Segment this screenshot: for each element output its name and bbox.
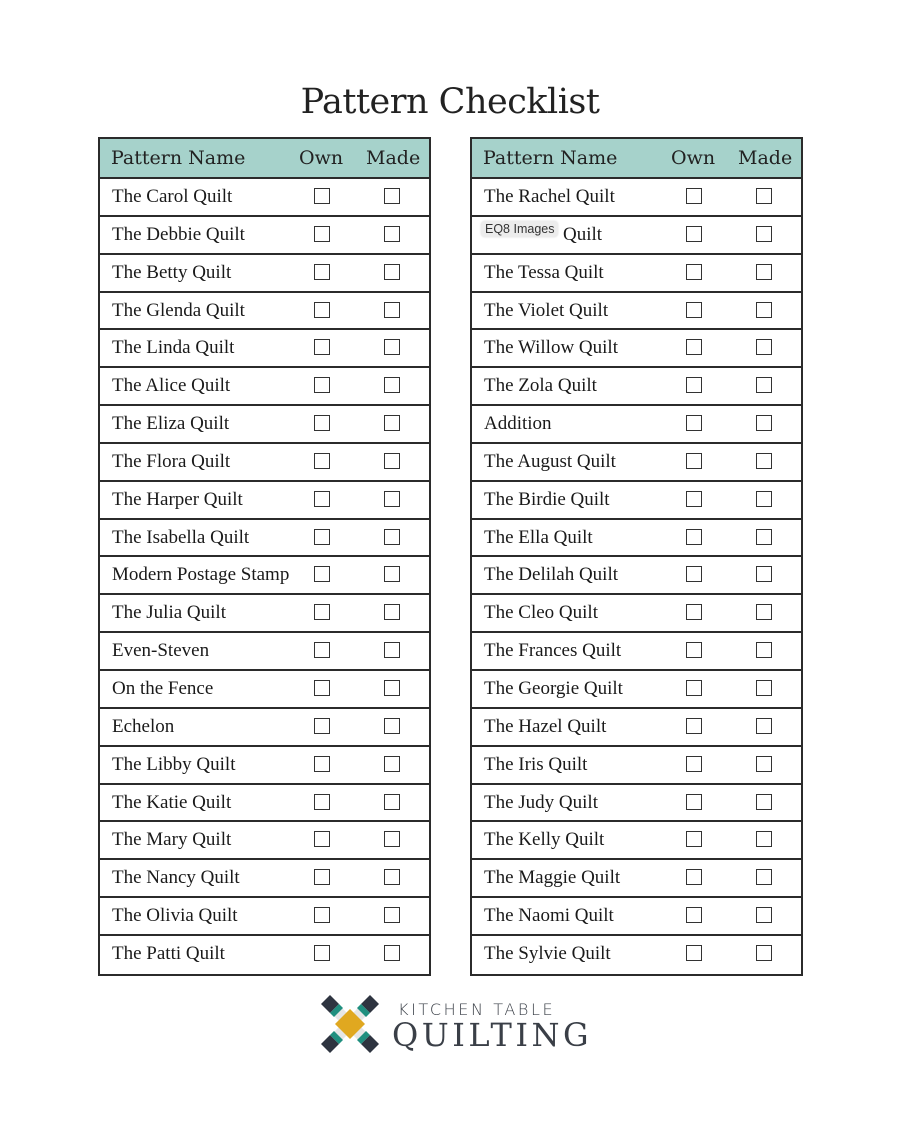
column-header-made: Made [366, 147, 421, 169]
table-row [100, 255, 429, 293]
made-checkbox[interactable] [384, 604, 400, 620]
own-checkbox[interactable] [314, 339, 330, 355]
made-checkbox[interactable] [384, 377, 400, 393]
made-checkbox[interactable] [384, 226, 400, 242]
own-checkbox[interactable] [314, 453, 330, 469]
pattern-name: The Birdie Quilt [484, 488, 610, 510]
own-checkbox[interactable] [314, 642, 330, 658]
table-row [472, 936, 801, 974]
pattern-name: The Flora Quilt [112, 450, 231, 472]
made-checkbox[interactable] [384, 794, 400, 810]
table-row [472, 822, 801, 860]
pattern-name: The Judy Quilt [484, 791, 598, 813]
pattern-name: The Betty Quilt [112, 261, 232, 283]
table-row [472, 671, 801, 709]
table-header [472, 139, 801, 179]
own-checkbox[interactable] [686, 226, 702, 242]
own-checkbox[interactable] [686, 566, 702, 582]
table-row [100, 330, 429, 368]
own-checkbox[interactable] [314, 945, 330, 961]
own-checkbox[interactable] [314, 529, 330, 545]
table-row [472, 785, 801, 823]
pattern-name: The Tessa Quilt [484, 261, 604, 283]
pattern-name: Addition [484, 413, 552, 435]
table-row [100, 595, 429, 633]
pattern-name: The Maggie Quilt [484, 867, 621, 889]
made-checkbox[interactable] [384, 642, 400, 658]
table-row [472, 709, 801, 747]
table-row [472, 898, 801, 936]
table-row [100, 179, 429, 217]
own-checkbox[interactable] [314, 756, 330, 772]
table-row [100, 406, 429, 444]
pattern-name: On the Fence [112, 677, 214, 699]
made-checkbox[interactable] [756, 453, 772, 469]
made-checkbox[interactable] [756, 680, 772, 696]
own-checkbox[interactable] [686, 831, 702, 847]
pattern-name: The Linda Quilt [112, 337, 235, 359]
table-row [472, 179, 801, 217]
pattern-name: The Patti Quilt [112, 942, 225, 964]
made-checkbox[interactable] [384, 907, 400, 923]
table-row [100, 671, 429, 709]
table-row [100, 520, 429, 558]
made-checkbox[interactable] [384, 188, 400, 204]
pattern-name: The Delilah Quilt [484, 564, 619, 586]
page-title: Pattern Checklist [300, 82, 600, 122]
table-row [472, 482, 801, 520]
table-row [100, 368, 429, 406]
own-checkbox[interactable] [686, 604, 702, 620]
table-row [472, 520, 801, 558]
pattern-name: The Zola Quilt [484, 375, 597, 397]
made-checkbox[interactable] [756, 188, 772, 204]
pattern-name: The Violet Quilt [484, 299, 609, 321]
logo-text-kitchen-table: KITCHEN TABLE [398, 1000, 556, 1019]
pattern-name: The Harper Quilt [112, 488, 243, 510]
made-checkbox[interactable] [384, 491, 400, 507]
table-row [472, 444, 801, 482]
made-checkbox[interactable] [756, 794, 772, 810]
made-checkbox[interactable] [756, 226, 772, 242]
table-row [472, 557, 801, 595]
made-checkbox[interactable] [756, 869, 772, 885]
own-checkbox[interactable] [314, 907, 330, 923]
pattern-name: The Sylvie Quilt [484, 942, 611, 964]
pattern-name: The Cleo Quilt [484, 602, 598, 624]
own-checkbox[interactable] [686, 907, 702, 923]
table-row [100, 293, 429, 331]
own-checkbox[interactable] [686, 718, 702, 734]
pattern-name: The Ella Quilt [484, 526, 593, 548]
pattern-name: The Naomi Quilt [484, 905, 614, 927]
made-checkbox[interactable] [384, 945, 400, 961]
own-checkbox[interactable] [686, 453, 702, 469]
own-checkbox[interactable] [314, 302, 330, 318]
table-row [472, 633, 801, 671]
table-row [472, 330, 801, 368]
pattern-name: The Iris Quilt [484, 753, 588, 775]
pattern-name: The Hazel Quilt [484, 715, 607, 737]
table-header [100, 139, 429, 179]
made-checkbox[interactable] [384, 415, 400, 431]
column-header-pattern-name: Pattern Name [483, 147, 618, 169]
made-checkbox[interactable] [756, 566, 772, 582]
column-header-pattern-name: Pattern Name [111, 147, 246, 169]
own-checkbox[interactable] [686, 680, 702, 696]
table-row [472, 293, 801, 331]
table-row [100, 822, 429, 860]
own-checkbox[interactable] [686, 794, 702, 810]
made-checkbox[interactable] [384, 264, 400, 280]
own-checkbox[interactable] [686, 339, 702, 355]
pattern-name: Echelon [112, 715, 175, 737]
made-checkbox[interactable] [384, 718, 400, 734]
pattern-name: The Glenda Quilt [112, 299, 245, 321]
made-checkbox[interactable] [756, 529, 772, 545]
pattern-name: The Willow Quilt [484, 337, 618, 359]
table-row [100, 785, 429, 823]
own-checkbox[interactable] [686, 642, 702, 658]
table-row [100, 860, 429, 898]
quilt-block-logo-icon [320, 994, 380, 1054]
pattern-name: The Isabella Quilt [112, 526, 250, 548]
pattern-name: The Olivia Quilt [112, 905, 238, 927]
kitchen-table-quilting-logo [320, 994, 593, 1054]
own-checkbox[interactable] [686, 264, 702, 280]
pattern-name: The Alice Quilt [112, 375, 231, 397]
column-header-own: Own [671, 147, 716, 169]
column-header-made: Made [738, 147, 793, 169]
own-checkbox[interactable] [314, 718, 330, 734]
made-checkbox[interactable] [756, 302, 772, 318]
made-checkbox[interactable] [756, 907, 772, 923]
own-checkbox[interactable] [314, 491, 330, 507]
pattern-name: The Katie Quilt [112, 791, 232, 813]
checklist-table-left [98, 137, 431, 976]
made-checkbox[interactable] [756, 945, 772, 961]
pattern-name: The August Quilt [484, 450, 616, 472]
made-checkbox[interactable] [756, 756, 772, 772]
made-checkbox[interactable] [756, 264, 772, 280]
made-checkbox[interactable] [384, 869, 400, 885]
pattern-name: Quilt [563, 223, 603, 245]
own-checkbox[interactable] [314, 188, 330, 204]
table-row [100, 444, 429, 482]
own-checkbox[interactable] [686, 302, 702, 318]
pattern-name: The Mary Quilt [112, 829, 232, 851]
table-row [100, 898, 429, 936]
own-checkbox[interactable] [314, 869, 330, 885]
made-checkbox[interactable] [384, 566, 400, 582]
column-header-own: Own [299, 147, 344, 169]
made-checkbox[interactable] [756, 415, 772, 431]
table-row [472, 595, 801, 633]
own-checkbox[interactable] [686, 756, 702, 772]
table-row [100, 217, 429, 255]
made-checkbox[interactable] [756, 491, 772, 507]
own-checkbox[interactable] [314, 226, 330, 242]
pattern-name: Modern Postage Stamp [112, 564, 290, 586]
pattern-name: The Georgie Quilt [484, 677, 623, 699]
pattern-name: Even-Steven [112, 640, 210, 662]
table-row [472, 368, 801, 406]
made-checkbox[interactable] [384, 529, 400, 545]
made-checkbox[interactable] [756, 831, 772, 847]
own-checkbox[interactable] [314, 377, 330, 393]
logo-text-quilting: QUILTING [392, 1016, 593, 1054]
own-checkbox[interactable] [314, 264, 330, 280]
own-checkbox[interactable] [314, 566, 330, 582]
pattern-name: The Rachel Quilt [484, 186, 615, 207]
table-row [100, 557, 429, 595]
made-checkbox[interactable] [756, 339, 772, 355]
pattern-name: The Libby Quilt [112, 753, 236, 775]
made-checkbox[interactable] [384, 831, 400, 847]
table-row [472, 406, 801, 444]
pattern-name: The Debbie Quilt [112, 223, 245, 245]
own-checkbox[interactable] [314, 415, 330, 431]
own-checkbox[interactable] [686, 945, 702, 961]
made-checkbox[interactable] [384, 756, 400, 772]
own-checkbox[interactable] [314, 680, 330, 696]
table-row [100, 709, 429, 747]
pattern-name: The Nancy Quilt [112, 867, 240, 889]
own-checkbox[interactable] [686, 869, 702, 885]
made-checkbox[interactable] [756, 642, 772, 658]
own-checkbox[interactable] [314, 794, 330, 810]
own-checkbox[interactable] [686, 529, 702, 545]
own-checkbox[interactable] [686, 415, 702, 431]
table-row [100, 633, 429, 671]
made-checkbox[interactable] [384, 680, 400, 696]
made-checkbox[interactable] [384, 302, 400, 318]
table-row [472, 747, 801, 785]
checklist-table-right [470, 137, 803, 976]
made-checkbox[interactable] [384, 453, 400, 469]
tooltip: EQ8 Images [481, 221, 558, 237]
made-checkbox[interactable] [756, 604, 772, 620]
own-checkbox[interactable] [686, 188, 702, 204]
own-checkbox[interactable] [314, 831, 330, 847]
made-checkbox[interactable] [756, 718, 772, 734]
made-checkbox[interactable] [756, 377, 772, 393]
table-row [100, 747, 429, 785]
pattern-name: The Carol Quilt [112, 186, 233, 207]
table-row [472, 860, 801, 898]
table-row [100, 482, 429, 520]
pattern-name: The Julia Quilt [112, 602, 226, 624]
made-checkbox[interactable] [384, 339, 400, 355]
own-checkbox[interactable] [686, 491, 702, 507]
own-checkbox[interactable] [314, 604, 330, 620]
pattern-name: The Frances Quilt [484, 640, 622, 662]
pattern-name: The Kelly Quilt [484, 829, 605, 851]
pattern-name: The Eliza Quilt [112, 413, 230, 435]
own-checkbox[interactable] [686, 377, 702, 393]
table-row [472, 255, 801, 293]
table-row [100, 936, 429, 974]
